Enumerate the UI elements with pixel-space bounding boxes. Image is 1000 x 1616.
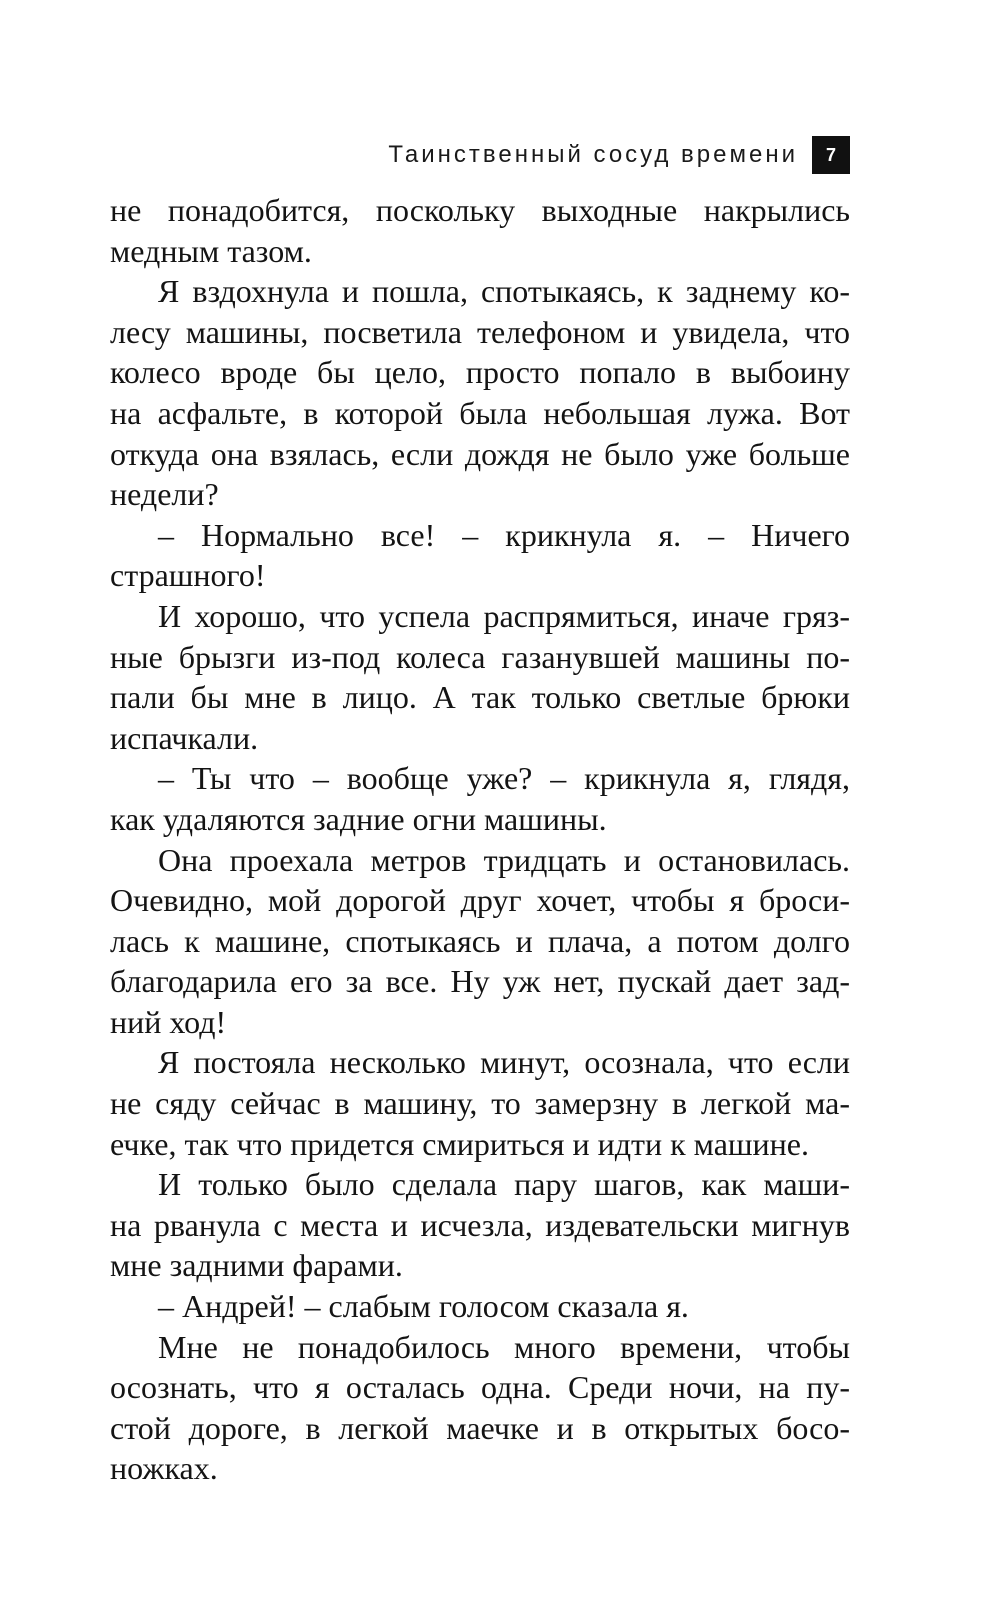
text-line: – Ты что – вообще уже? – крикнула я, глядя, — [158, 760, 850, 797]
text-line: И только было сделала пару шагов, как маши- — [158, 1166, 850, 1203]
text-line: Мне не понадобилось много времени, чтобы — [158, 1328, 850, 1365]
text-line: не понадобится, поскольку выходные накрылись — [110, 192, 850, 228]
text-line: на асфальте, в которой была небольшая лужа. Вот — [110, 394, 850, 431]
text-line: откуда она взялась, если дождя не было уже больше — [110, 435, 850, 472]
text-line: И хорошо, что успела распрямиться, иначе гряз- — [158, 597, 850, 634]
text-line: Я вздохнула и пошла, спотыкаясь, к заднему ко- — [158, 273, 850, 310]
text-line: Я постояла несколько минут, осознала, что если — [158, 1044, 850, 1081]
text-line: благодарила его за все. Ну уж нет, пускай дает зад- — [110, 963, 850, 1000]
text-line: лась к машине, спотыкаясь и плача, а потом долго — [110, 922, 850, 959]
running-title: Таинственный сосуд времени — [388, 141, 798, 168]
text-line: пали бы мне в лицо. А так только светлые брюки — [110, 679, 850, 716]
text-line: на рванула с места и исчезла, издевательски мигнув — [110, 1206, 850, 1243]
text-line: – Андрей! – слабым голосом сказала я. — [158, 1288, 689, 1325]
text-line: Очевидно, мой дорогой друг хочет, чтобы я броси- — [110, 882, 850, 919]
text-line: колесо вроде бы цело, просто попало в выбоину — [110, 354, 850, 391]
body-text — [110, 190, 850, 1489]
text-line: ножках. — [110, 1450, 218, 1487]
text-line: Она проехала метров тридцать и остановилась. — [158, 841, 850, 878]
text-line: как удаляются задние огни машины. — [110, 800, 607, 837]
text-line: недели? — [110, 476, 219, 513]
text-line: – Нормально все! – крикнула я. – Ничего — [158, 516, 850, 553]
text-line: ний ход! — [110, 1003, 227, 1040]
text-line: лесу машины, посветила телефоном и увидела, что — [110, 313, 850, 350]
text-line: испачкали. — [110, 719, 259, 756]
text-line: страшного! — [110, 557, 266, 594]
text-line: мне задними фарами. — [110, 1247, 403, 1284]
text-line: не сяду сейчас в машину, то замерзну в легкой ма- — [110, 1085, 850, 1122]
running-header — [110, 136, 850, 174]
text-line: ные брызги из-под колеса газанувшей машины по- — [110, 638, 850, 675]
text-line: осознать, что я осталась одна. Среди ночи, на пу- — [110, 1369, 850, 1406]
text-line: стой дороге, в легкой маечке и в открытых босо- — [110, 1409, 850, 1446]
page-number: 7 — [812, 136, 850, 174]
text-line: ечке, так что придется смириться и идти к машине. — [110, 1125, 809, 1162]
text-line: медным тазом. — [110, 232, 312, 269]
